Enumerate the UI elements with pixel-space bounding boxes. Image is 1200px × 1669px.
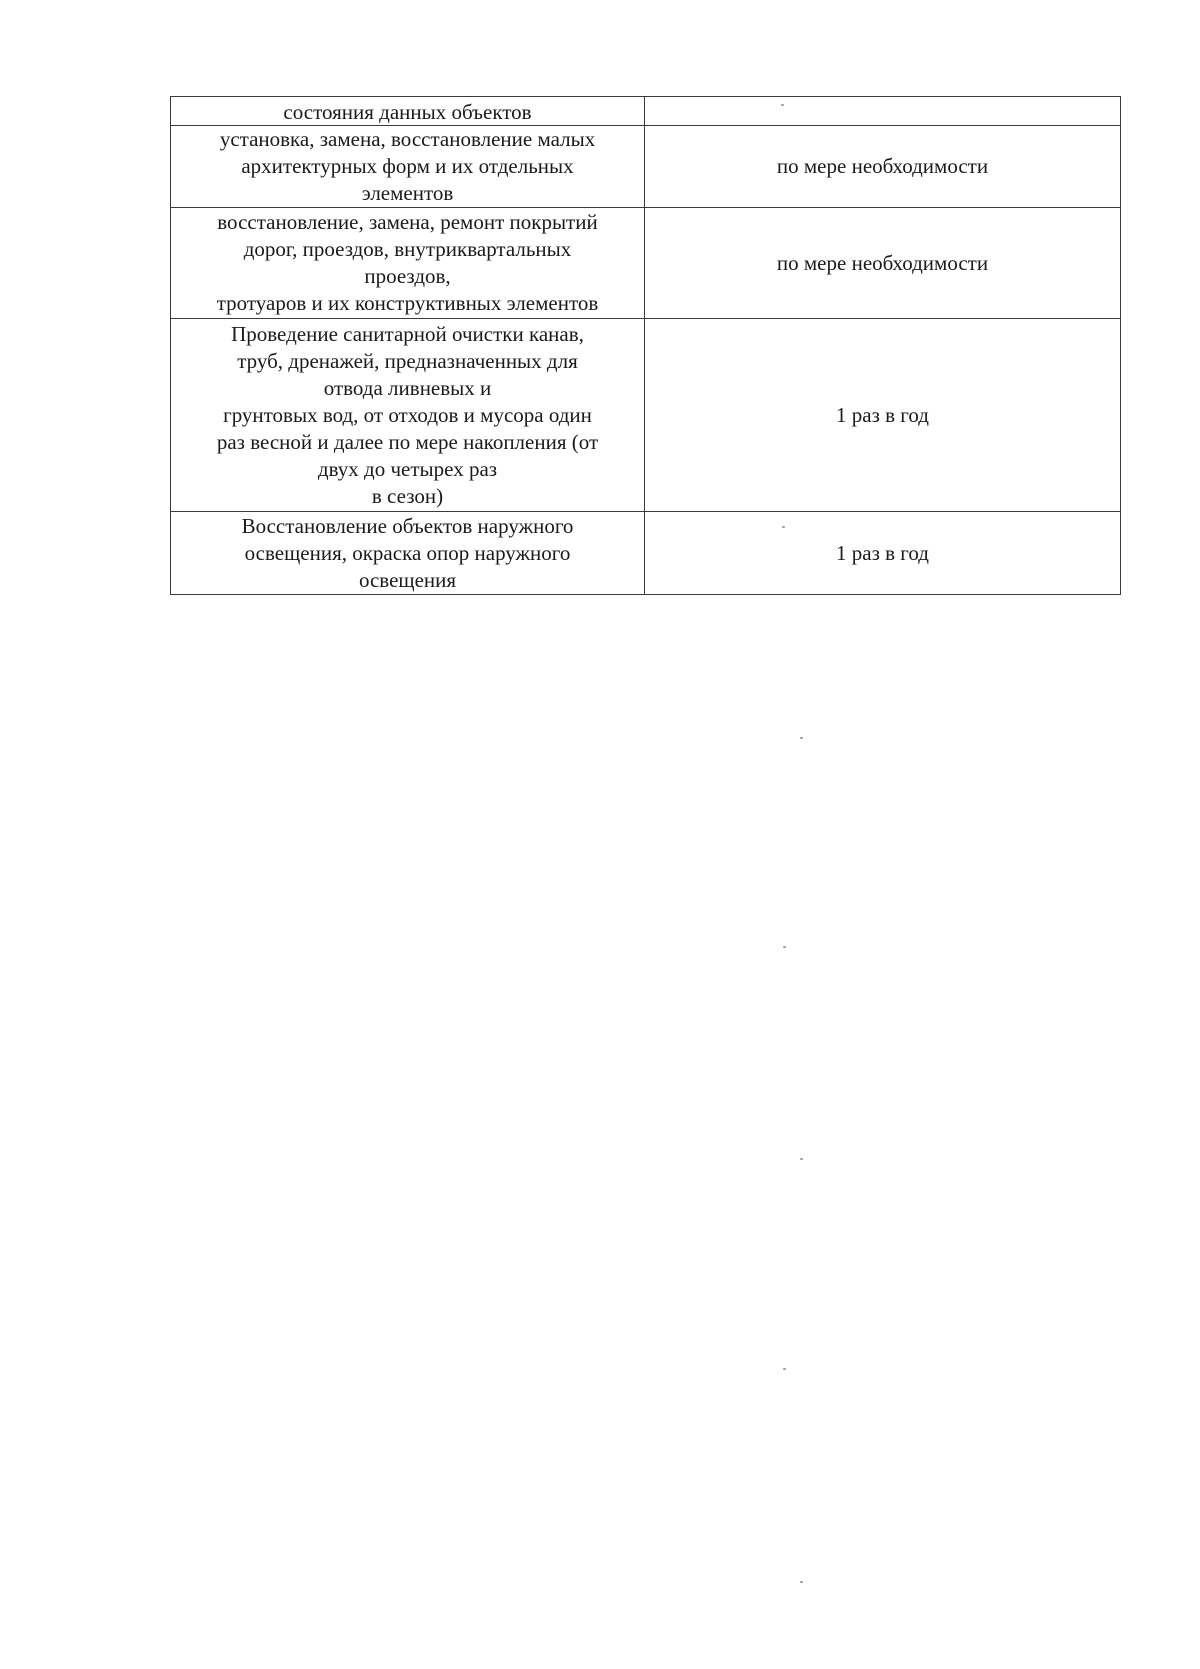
table-row (171, 319, 1121, 512)
table-row (171, 126, 1121, 208)
scan-speck (781, 104, 784, 106)
frequency-cell: 1 раз в год (645, 319, 1121, 512)
maintenance-schedule-table (170, 96, 1121, 595)
scan-speck (800, 737, 803, 739)
table-row (171, 512, 1121, 595)
work-cell: состояния данных объектов (171, 97, 645, 126)
work-cell: Проведение санитарной очистки канав, труб, дренажей, предназначенных для отвода ливневых и грунтовых вод, от отходов и мусора один раз весной и далее по мере накопления (от двух до четырех раз в сезон) (171, 319, 645, 512)
scan-speck (800, 1158, 803, 1160)
work-cell: восстановление, замена, ремонт покрытий дорог, проездов, внутриквартальных проездов, тротуаров и их конструктивных элементов (171, 208, 645, 319)
scan-speck (800, 1581, 803, 1583)
scan-speck (782, 526, 785, 528)
frequency-cell: по мере необходимости (645, 126, 1121, 208)
scan-speck (783, 1368, 786, 1370)
frequency-cell: 1 раз в год (645, 512, 1121, 595)
frequency-cell: по мере необходимости (645, 208, 1121, 319)
work-cell: Восстановление объектов наружного освещения, окраска опор наружного освещения (171, 512, 645, 595)
table-row (171, 208, 1121, 319)
work-cell: установка, замена, восстановление малых архитектурных форм и их отдельных элементов (171, 126, 645, 208)
frequency-cell (645, 97, 1121, 126)
table-row (171, 97, 1121, 126)
scan-speck (783, 946, 786, 948)
